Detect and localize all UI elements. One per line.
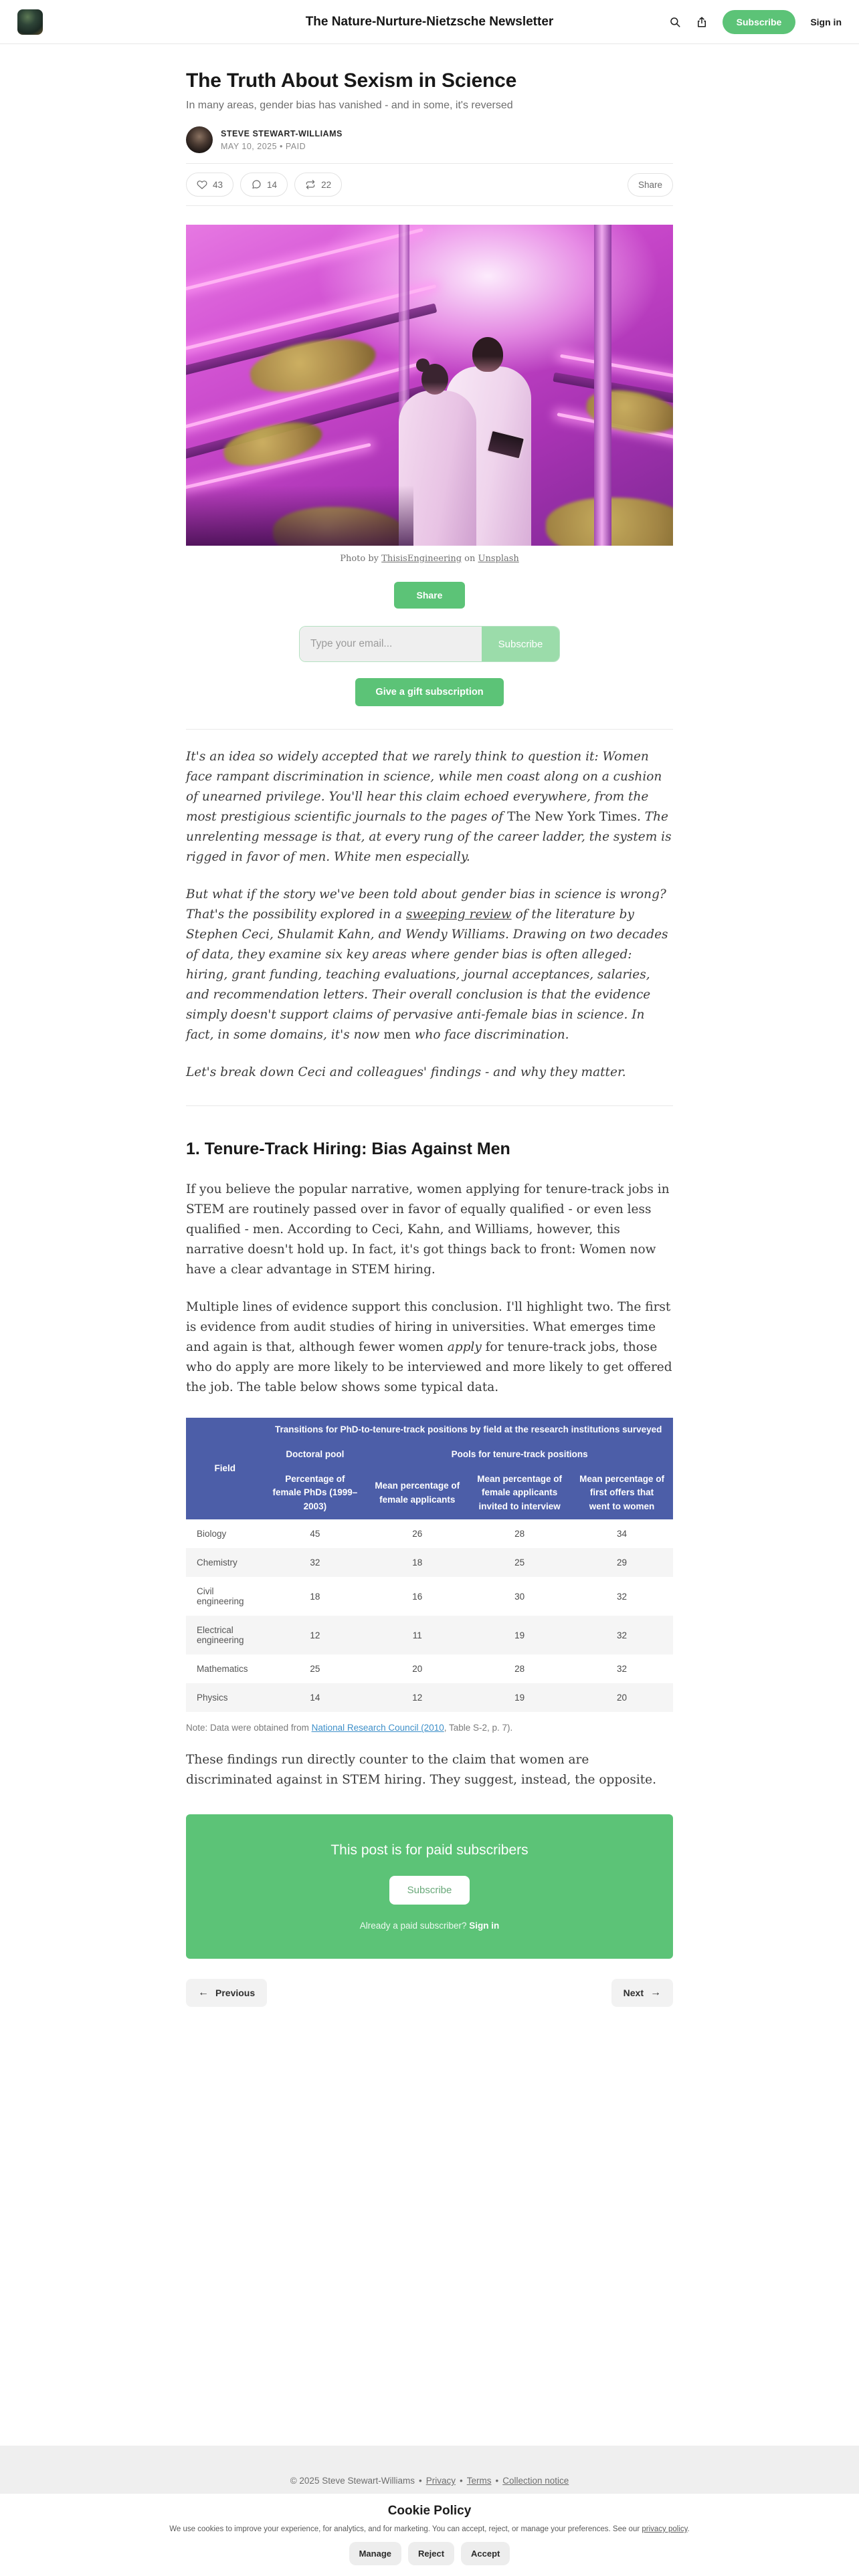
table-row xyxy=(186,1616,673,1654)
row-field: Electrical engineering xyxy=(197,1625,244,1646)
table-row xyxy=(186,1519,673,1548)
subscribe-form-button[interactable]: Subscribe xyxy=(482,627,559,661)
row-field: Chemistry xyxy=(197,1558,237,1568)
restack-count: 22 xyxy=(321,179,332,190)
cookie-text: We use cookies to improve your experience, for analytics, and for marketing. You can accept, reject, or manage your preferences. See our xyxy=(169,2525,642,2533)
gift-subscription-button[interactable]: Give a gift subscription xyxy=(355,678,503,706)
cell: 26 xyxy=(412,1529,423,1539)
paragraph-5 xyxy=(186,1297,673,1398)
share-icon xyxy=(696,16,708,28)
paywall-signin-link[interactable]: Sign in xyxy=(469,1921,500,1931)
next-post-button[interactable] xyxy=(611,1979,673,2007)
paywall-subscribe-button[interactable]: Subscribe xyxy=(389,1876,470,1905)
cookie-reject-button[interactable]: Reject xyxy=(408,2542,454,2565)
separator: • xyxy=(495,2476,499,2486)
table-note xyxy=(186,1723,673,1733)
cell: 32 xyxy=(617,1630,628,1640)
paragraph-text: for tenure-track jobs, those who do apply are more likely to be interviewed and more likely to get offered the job. The table below shows some typical data. xyxy=(186,1339,672,1394)
cell: 18 xyxy=(412,1558,423,1568)
paragraph-text: of the literature by Stephen Ceci, Shulamit Kahn, and Wendy Williams. Drawing on two decades of data, they examine six key areas where gender bias is often alleged: hiring, grant funding, teaching evaluations, journal acceptances, salaries, and recommendation letters. Their overall conclusion is that the evidence simply doesn't support claims of pervasive anti-female bias in science. In fact, in some domains, it's now xyxy=(186,907,668,1042)
row-field: Civil engineering xyxy=(197,1586,244,1607)
separator: • xyxy=(418,2476,422,2486)
paragraph-text: But what if the story we've been told about gender bias in science is wrong? That's the possibility explored in a xyxy=(186,887,666,922)
paywall-title: This post is for paid subscribers xyxy=(330,1842,529,1858)
divider xyxy=(186,1105,673,1106)
like-count: 43 xyxy=(213,179,223,190)
article-column xyxy=(186,70,673,2007)
cell: 32 xyxy=(310,1558,320,1568)
search-icon xyxy=(669,16,681,28)
site-footer xyxy=(0,2446,859,2494)
heart-icon xyxy=(197,179,207,190)
engagement-bar xyxy=(186,164,673,205)
table-row xyxy=(186,1577,673,1616)
caption-unsplash-link[interactable]: Unsplash xyxy=(478,554,519,564)
topbar-actions xyxy=(669,10,842,34)
cell: 25 xyxy=(310,1664,320,1675)
nrc-report-link[interactable]: National Research Council (2010 xyxy=(311,1723,444,1733)
share-post-header-button[interactable] xyxy=(696,16,708,28)
restack-icon xyxy=(305,179,316,190)
restack-button[interactable] xyxy=(294,173,342,197)
rack-post xyxy=(594,225,611,546)
paragraph-text: It's an idea so widely accepted that we rarely think to question it: Women face rampant discrimination in science, while men coast along on a cushion of unearned privilege. You'll hear this claim echoed everywhere, from the most prestigious scientific journals to the pages of xyxy=(186,750,662,824)
cell: 19 xyxy=(514,1693,525,1703)
grow-light-strip xyxy=(186,228,423,294)
cell: 30 xyxy=(514,1591,525,1602)
researcher-man-head xyxy=(472,337,503,372)
cell: 20 xyxy=(412,1664,423,1675)
cell: 25 xyxy=(514,1558,525,1568)
previous-post-button[interactable] xyxy=(186,1979,267,2007)
cookie-accept-button[interactable]: Accept xyxy=(461,2542,510,2565)
table-subheader: Mean percentage of female applicants xyxy=(366,1467,468,1520)
terms-link[interactable]: Terms xyxy=(466,2476,492,2486)
cookie-manage-button[interactable]: Manage xyxy=(349,2542,401,2565)
cell: 34 xyxy=(617,1529,628,1539)
paywall-note-text: Already a paid subscriber? xyxy=(359,1921,470,1931)
byline xyxy=(186,126,673,163)
emphasis-men: men xyxy=(383,1027,411,1042)
caption-text: Photo by xyxy=(340,554,382,564)
table-title: Transitions for PhD-to-tenure-track positions by field at the research institutions surveyed xyxy=(264,1418,673,1442)
paragraph-text: Multiple lines of evidence support this conclusion. I'll highlight two. The first is evidence from audit studies of hiring in universities. What emerges time and again is that, although fewer women xyxy=(186,1299,671,1354)
cell: 28 xyxy=(514,1529,525,1539)
paragraph-1 xyxy=(186,747,673,867)
arrow-right-icon: → xyxy=(650,1987,661,1999)
hair-bun xyxy=(416,358,430,372)
arrow-left-icon: ← xyxy=(198,1987,209,1999)
note-text: , Table S-2, p. 7). xyxy=(444,1723,513,1733)
table-header xyxy=(186,1418,673,1520)
sweeping-review-link[interactable]: sweeping review xyxy=(406,907,512,922)
paragraph-6: These findings run directly counter to the claim that women are discriminated against in STEM hiring. They suggest, instead, the opposite. xyxy=(186,1753,657,1788)
cell: 16 xyxy=(412,1591,423,1602)
article-body xyxy=(186,747,673,1398)
section-heading-1: 1. Tenure-Track Hiring: Bias Against Men xyxy=(186,1139,510,1158)
cookie-actions xyxy=(0,2542,859,2565)
search-button[interactable] xyxy=(669,16,681,28)
image-caption xyxy=(186,554,673,564)
cell: 32 xyxy=(617,1591,628,1602)
cell: 45 xyxy=(310,1529,320,1539)
row-field: Physics xyxy=(197,1693,228,1703)
cell: 32 xyxy=(617,1664,628,1675)
shadow-overlay xyxy=(186,486,413,546)
caption-text: on xyxy=(462,554,478,564)
next-label: Next xyxy=(623,1988,644,1999)
comment-icon xyxy=(251,179,262,190)
table-body xyxy=(186,1519,673,1712)
cookie-description xyxy=(0,2525,859,2533)
cell: 18 xyxy=(310,1591,320,1602)
email-input[interactable] xyxy=(300,627,482,661)
subscribe-button-header[interactable]: Subscribe xyxy=(723,10,796,34)
cell: 19 xyxy=(514,1630,525,1640)
cell: 14 xyxy=(310,1693,320,1703)
author-avatar[interactable] xyxy=(186,126,213,153)
byline-text xyxy=(221,129,343,151)
table-col-field: Field xyxy=(186,1418,264,1520)
table-subheader: Mean percentage of female applicants invited to interview xyxy=(468,1467,571,1520)
divider xyxy=(186,729,673,730)
table-row xyxy=(186,1683,673,1712)
post-date-paid-badge: MAY 10, 2025 • PAID xyxy=(221,141,306,151)
divider xyxy=(186,205,673,206)
copyright: © 2025 Steve Stewart-Williams xyxy=(290,2476,415,2486)
post-subtitle: In many areas, gender bias has vanished - and in some, it's reversed xyxy=(186,100,513,111)
cookie-text: . xyxy=(687,2525,690,2533)
phd-to-tenure-track-table xyxy=(186,1418,673,1713)
cell: 28 xyxy=(514,1664,525,1675)
subscribe-form xyxy=(299,626,560,662)
comment-count: 14 xyxy=(267,179,278,190)
paragraph-text: who face discrimination. xyxy=(410,1027,569,1042)
note-text: Note: Data were obtained from xyxy=(186,1723,312,1733)
caption-photographer-link[interactable]: ThisisEngineering xyxy=(381,554,462,564)
previous-label: Previous xyxy=(215,1988,256,1999)
paragraph-2 xyxy=(186,885,673,1045)
paywall-box xyxy=(186,1814,673,1959)
emphasis-apply: apply xyxy=(447,1339,482,1354)
hero-image-vertical-farm-photo[interactable] xyxy=(186,225,673,546)
paragraph-text: . The unrelenting message is that, at every rung of the career ladder, the system is rigged in favor of men. White men especially. xyxy=(186,809,672,864)
cell: 11 xyxy=(412,1630,422,1640)
row-field: Mathematics xyxy=(197,1664,248,1675)
paragraph-4: If you believe the popular narrative, women applying for tenure-track jobs in STEM are routinely passed over in favor of equally qualified - or even less qualified - men. According to Ceci, Kahn, and Williams, however, this narrative doesn't hold up. In fact, it's got things back to front: Women now have a clear advantage in STEM hiring. xyxy=(186,1182,670,1277)
publication-logo[interactable] xyxy=(17,9,43,35)
cookie-title: Cookie Policy xyxy=(387,2504,472,2518)
share-post-button[interactable]: Share xyxy=(394,582,466,609)
cell: 20 xyxy=(617,1693,628,1703)
table-subheader: Percentage of female PhDs (1999–2003) xyxy=(264,1467,366,1520)
comment-button[interactable] xyxy=(240,173,288,197)
share-pill-button[interactable]: Share xyxy=(628,173,673,197)
table-group-doctoral-pool: Doctoral pool xyxy=(264,1442,366,1467)
privacy-link[interactable]: Privacy xyxy=(425,2476,456,2486)
publication-title: The Nature-Nurture-Nietzsche Newsletter xyxy=(305,14,554,29)
post-title: The Truth About Sexism in Science xyxy=(186,70,517,92)
collection-notice-link[interactable]: Collection notice xyxy=(502,2476,569,2486)
table-row xyxy=(186,1548,673,1577)
row-field: Biology xyxy=(197,1529,227,1539)
table-subheader: Mean percentage of first offers that went to women xyxy=(571,1467,673,1520)
top-bar xyxy=(0,0,859,44)
article-body-continued xyxy=(186,1750,673,1790)
cookie-privacy-policy-link[interactable]: privacy policy xyxy=(642,2525,688,2533)
separator: • xyxy=(459,2476,463,2486)
nyt-mention: The New York Times xyxy=(507,809,637,824)
cell: 12 xyxy=(412,1693,423,1703)
table-group-tenure-pools: Pools for tenure-track positions xyxy=(366,1442,673,1467)
like-button[interactable] xyxy=(186,173,233,197)
paywall-note xyxy=(360,1921,500,1931)
cookie-banner xyxy=(0,2494,859,2576)
paragraph-3: Let's break down Ceci and colleagues' findings - and why they matter. xyxy=(186,1065,626,1079)
post-pagination xyxy=(186,1979,673,2007)
signin-link-header[interactable]: Sign in xyxy=(810,16,842,27)
cell: 29 xyxy=(617,1558,628,1568)
cell: 12 xyxy=(310,1630,320,1640)
table-row xyxy=(186,1654,673,1683)
author-name[interactable]: STEVE STEWART-WILLIAMS xyxy=(221,128,343,138)
